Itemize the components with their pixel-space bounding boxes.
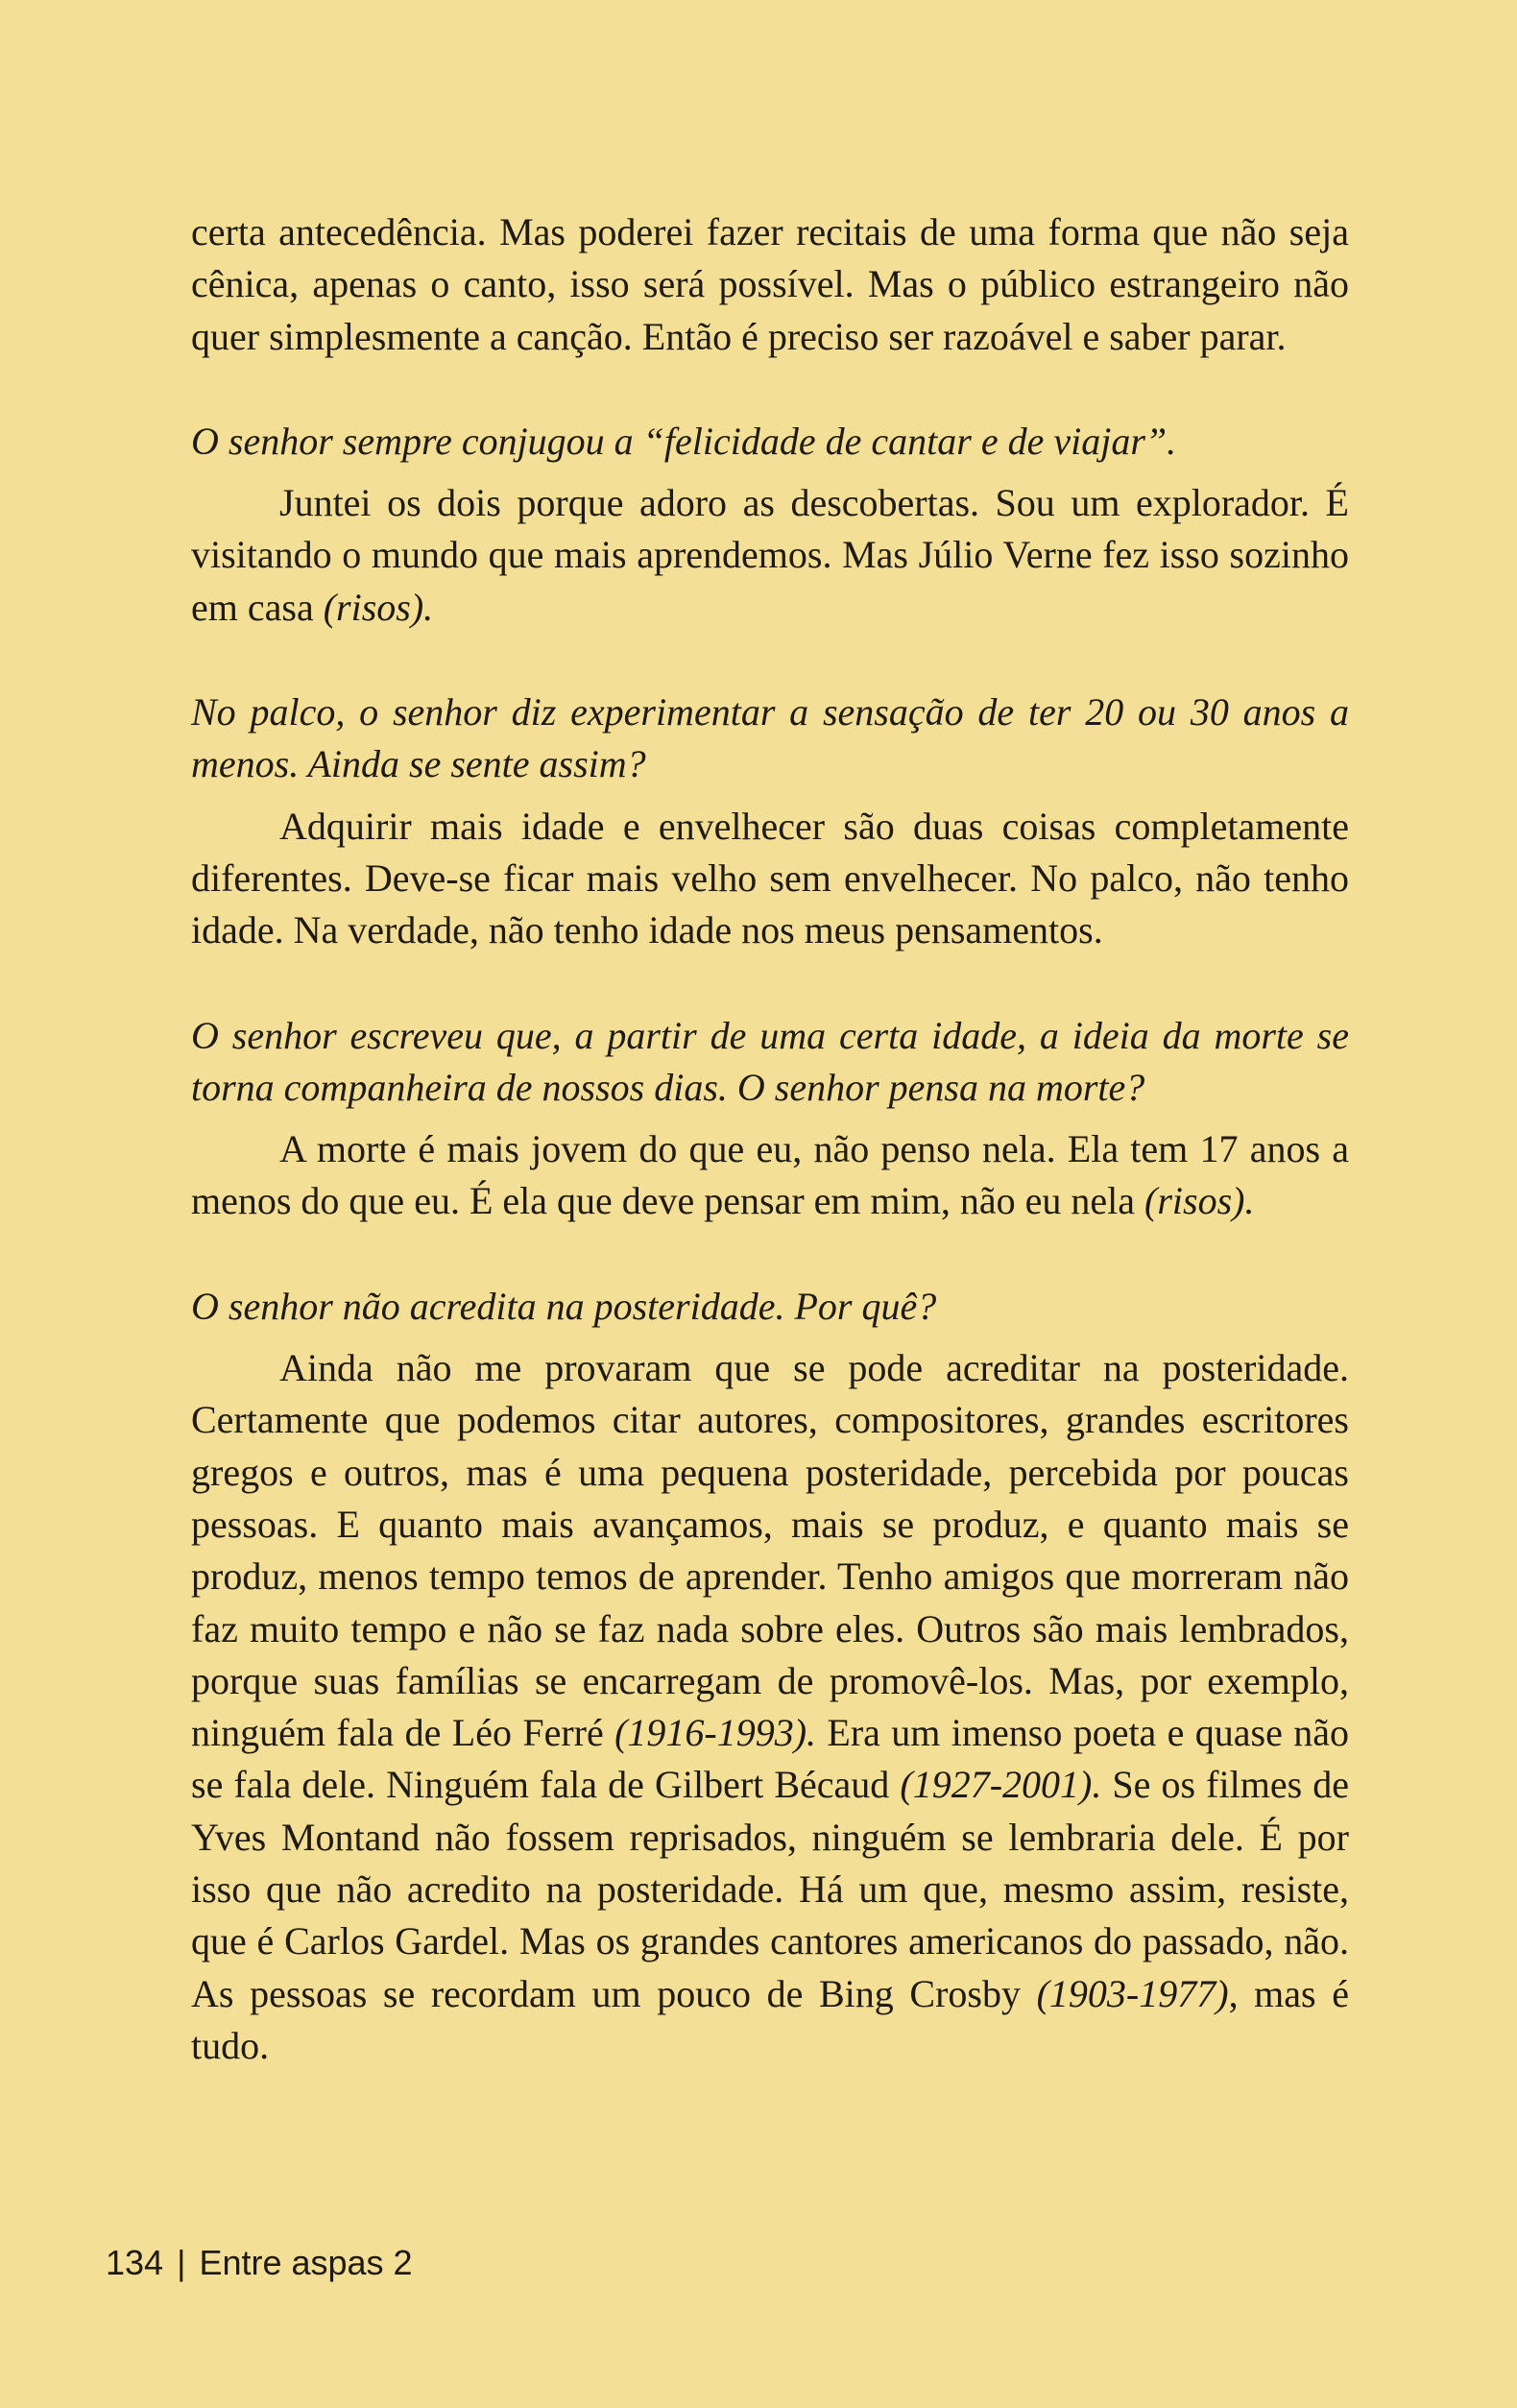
interview-question (191, 686, 1349, 791)
body-text (191, 206, 1349, 2072)
text-run: Se os filmes de Yves Montand não fossem reprisados, ninguém se lembraria dele. É por isso que não acredito na posteridade. Há um que, mesmo assim, resiste, que é Carlos Gardel. Mas os grandes cantores americanos do passado, não. As pessoas se recordam um pouco de Bing Crosby (191, 1763, 1349, 2015)
interview-answer (191, 801, 1349, 957)
text-run: Juntei os dois porque adoro as descobertas. Sou um explorador. É visitando o mundo que mais aprendemos. Mas Júlio Verne fez isso sozinho em casa (191, 481, 1349, 629)
italic-aside: (1916-1993). (614, 1711, 817, 1755)
text-run: O senhor escreveu que, a partir de uma certa idade, a ideia da morte se torna companheira de nossos dias. O senhor pensa na morte? (191, 1013, 1349, 1109)
text-run: Adquirir mais idade e envelhecer são duas coisas completamente diferentes. Deve-se ficar mais velho sem envelhecer. No palco, não tenho idade. Na verdade, não tenho idade nos meus pensamentos. (191, 804, 1349, 952)
text-run: certa antecedência. Mas poderei fazer recitais de uma forma que não seja cênica, apenas o canto, isso será possível. Mas o público estrangeiro não quer simplesmente a canção. Então é preciso ser razoável e saber parar. (191, 210, 1349, 358)
page-footer (106, 2240, 413, 2286)
interview-answer (191, 1342, 1349, 2072)
text-run: O senhor sempre conjugou a “felicidade de cantar e de viajar”. (191, 419, 1177, 463)
text-run: O senhor não acredita na posteridade. Por quê? (191, 1284, 937, 1328)
book-title: Entre aspas 2 (199, 2243, 413, 2282)
italic-aside: (1927-2001). (900, 1763, 1102, 1807)
interview-question (191, 1010, 1349, 1115)
italic-aside: (1903-1977) (1036, 1971, 1229, 2015)
text-run: Era um imenso poeta e quase não se fala dele. Ninguém fala de Gilbert Bécaud (191, 1711, 1349, 1807)
footer-separator: | (177, 2243, 186, 2282)
page-number: 134 (106, 2243, 164, 2282)
italic-aside: (risos). (323, 585, 434, 629)
text-run: No palco, o senhor diz experimentar a sensação de ter 20 ou 30 anos a menos. Ainda se sente assim? (191, 690, 1349, 786)
interview-question (191, 1281, 1349, 1333)
text-run: A morte é mais jovem do que eu, não penso nela. Ela tem 17 anos a menos do que eu. É ela que deve pensar em mim, não eu nela (191, 1127, 1349, 1223)
text-run: Ainda não me provaram que se pode acreditar na posteridade. Certamente que podemos citar autores, compositores, grandes escritores gregos e outros, mas é uma pequena posteridade, percebida por poucas pessoas. E quanto mais avançamos, mais se produz, e quanto mais se produz, menos tempo temos de aprender. Tenho amigos que morreram não faz muito tempo e não se faz nada sobre eles. Outros são mais lembrados, porque suas famílias se encarregam de promovê-los. Mas, por exemplo, ninguém fala de Léo Ferré (191, 1346, 1349, 1755)
answer-continued-paragraph (191, 206, 1349, 363)
text-run: , mas é tudo. (191, 1971, 1349, 2067)
interview-answer (191, 477, 1349, 634)
italic-aside: (risos). (1144, 1179, 1255, 1223)
interview-answer (191, 1123, 1349, 1228)
interview-question (191, 416, 1349, 468)
